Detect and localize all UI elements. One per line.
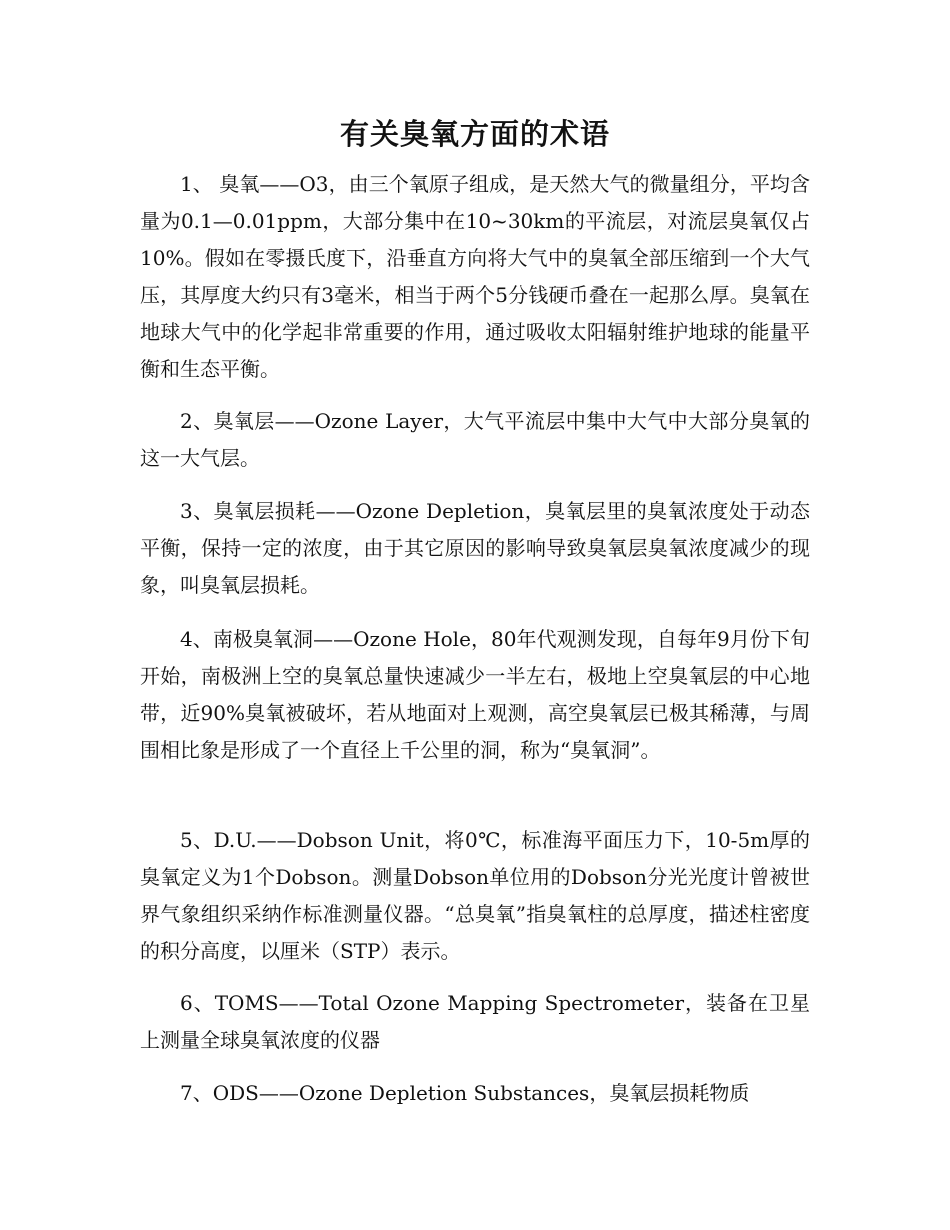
paragraph-ozone-depletion: 3、臭氧层损耗——Ozone Depletion，臭氧层里的臭氧浓度处于动态平衡，保持一定的浓度，由于其它原因的影响导致臭氧层臭氧浓度减少的现象，叫臭氧层损耗。 <box>140 499 810 597</box>
paragraph-toms: 6、TOMS——Total Ozone Mapping Spectrometer，装备在卫星上测量全球臭氧浓度的仪器 <box>140 991 810 1052</box>
paragraph-ozone-layer: 2、臭氧层——Ozone Layer，大气平流层中集中大气中大部分臭氧的这一大气层。 <box>140 409 810 470</box>
page-title: 有关臭氧方面的术语 <box>339 117 610 151</box>
paragraph-ozone: 1、 臭氧——O3，由三个氧原子组成，是天然大气的微量组分，平均含量为0.1—0.01ppm，大部分集中在10~30km的平流层，对流层臭氧仅占10%。假如在零摄氏度下，沿垂直方向将大气中的臭氧全部压缩到一个大气压，其厚度大约只有3毫米，相当于两个5分钱硬币叠在一起那么厚。臭氧在地球大气中的化学起非常重要的作用，通过吸收太阳辐射维护地球的能量平衡和生态平衡。 <box>140 172 810 381</box>
paragraph-dobson-unit: 5、D.U.——Dobson Unit，将0℃，标准海平面压力下，10-5m厚的臭氧定义为1个Dobson。测量Dobson单位用的Dobson分光光度计曾被世界气象组织采纳作标准测量仪器。“总臭氧”指臭氧柱的总厚度，描述柱密度的积分高度，以厘米（STP）表示。 <box>140 828 810 963</box>
paragraph-ozone-hole: 4、南极臭氧洞——Ozone Hole，80年代观测发现，自每年9月份下旬开始，南极洲上空的臭氧总量快速减少一半左右，极地上空臭氧层的中心地带，近90%臭氧被破坏，若从地面对上观测，高空臭氧层已极其稀薄，与周围相比象是形成了一个直径上千公里的洞，称为“臭氧洞”。 <box>140 627 810 762</box>
paragraph-ods: 7、ODS——Ozone Depletion Substances，臭氧层损耗物质 <box>180 1081 750 1105</box>
